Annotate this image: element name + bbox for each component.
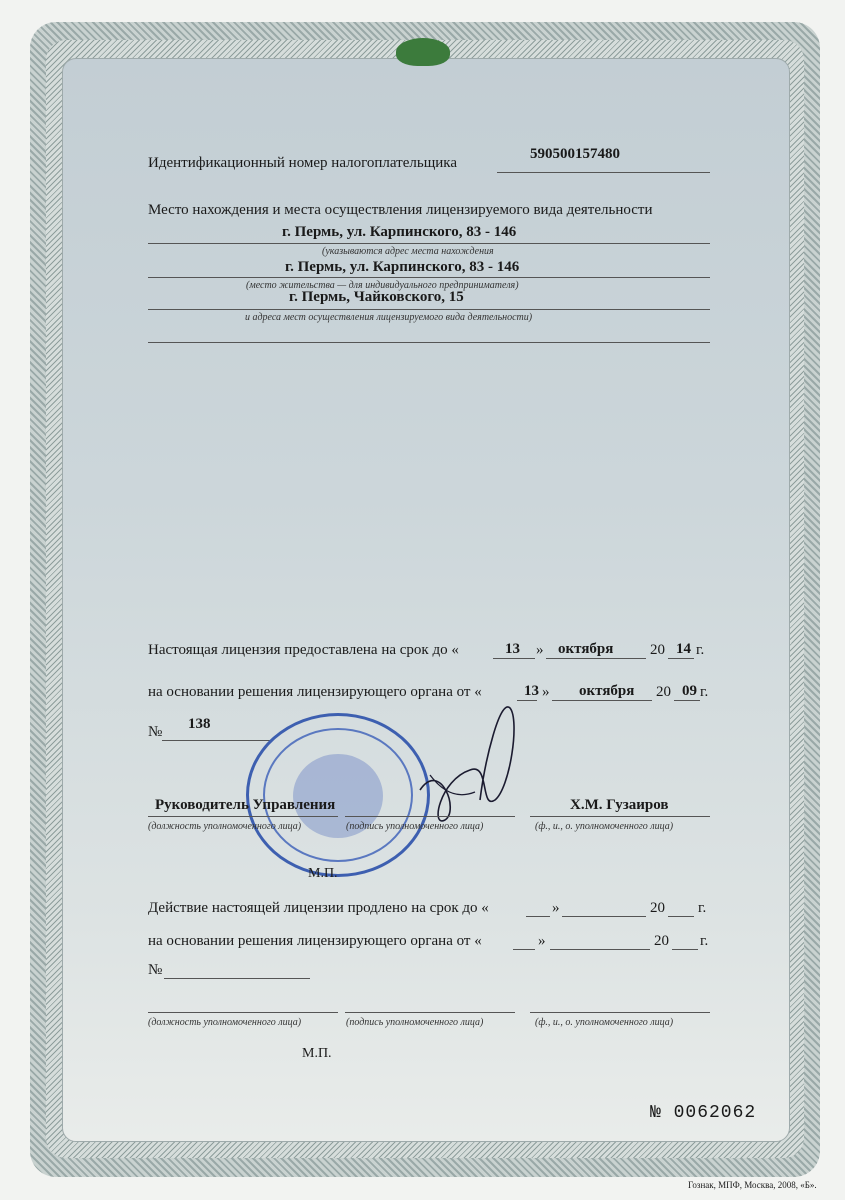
term-year-prefix: 20 [650, 642, 665, 658]
extension2-day-line [513, 949, 535, 950]
printer-imprint: Гознак, МПФ, Москва, 2008, «Б». [688, 1180, 817, 1190]
seal-place-label: М.П. [308, 866, 338, 881]
extension-text2: на основании решения лицензирующего органа от « [148, 933, 482, 949]
extension-day-line [526, 916, 550, 917]
position-note: (должность уполномоченного лица) [148, 821, 302, 832]
extension-year-suffix: г. [698, 900, 707, 916]
address1: г. Пермь, ул. Карпинского, 83 - 146 [282, 224, 517, 240]
extension-close-quote: » [552, 900, 560, 916]
signature-note: (подпись уполномоченного лица) [346, 821, 484, 832]
extension-name-line [530, 1012, 710, 1013]
name-note: (ф., и., о. уполномоченного лица) [535, 821, 674, 832]
extension2-year-suffix: г. [700, 933, 709, 949]
location-label: Место нахождения и места осуществления лицензируемого вида деятельности [148, 202, 653, 218]
serial-number: № 0062062 [650, 1103, 757, 1123]
term-text: Настоящая лицензия предоставлена на срок до « [148, 642, 459, 658]
extension2-year-prefix: 20 [654, 933, 669, 949]
position-line [148, 816, 338, 817]
signature-icon [400, 700, 540, 840]
number-prefix: № [148, 724, 163, 740]
basis-year: 09 [682, 683, 697, 699]
address3-note: и адреса мест осуществления лицензируемого вида деятельности) [245, 312, 533, 323]
extension-signature-note: (подпись уполномоченного лица) [346, 1017, 484, 1028]
extension-position-line [148, 1012, 338, 1013]
signatory-name: Х.М. Гузаиров [570, 797, 669, 813]
extension-number-line [164, 978, 310, 979]
address4-line [148, 342, 710, 343]
inn-value: 590500157480 [530, 146, 620, 162]
term-year-line [668, 658, 694, 659]
basis-year-suffix: г. [700, 684, 709, 700]
document-field [62, 58, 790, 1142]
address3-line [148, 309, 710, 310]
basis-year-prefix: 20 [656, 684, 671, 700]
extension-year-prefix: 20 [650, 900, 665, 916]
address2: г. Пермь, ул. Карпинского, 83 - 146 [285, 259, 520, 275]
extension-text1: Действие настоящей лицензии продлено на срок до « [148, 900, 489, 916]
signatory-position: Руководитель Управления [155, 797, 336, 813]
inn-label: Идентификационный номер налогоплательщика [148, 155, 458, 171]
address1-line [148, 243, 710, 244]
term-day-line [493, 658, 535, 659]
extension2-close-quote: » [538, 933, 546, 949]
extension-signature-line [345, 1012, 515, 1013]
name-line [530, 816, 710, 817]
extension-position-note: (должность уполномоченного лица) [148, 1017, 302, 1028]
extension-name-note: (ф., и., о. уполномоченного лица) [535, 1017, 674, 1028]
basis-close-quote: » [542, 684, 550, 700]
basis-year-line [674, 700, 700, 701]
address3: г. Пермь, Чайковского, 15 [289, 289, 464, 305]
basis-month-line [552, 700, 652, 701]
term-close-quote: » [536, 642, 544, 658]
address1-note: (указываются адрес места нахождения [322, 246, 494, 257]
term-year-suffix: г. [696, 642, 705, 658]
term-year: 14 [676, 641, 691, 657]
address2-line [148, 277, 710, 278]
extension-year-line [668, 916, 694, 917]
basis-day: 13 [524, 683, 539, 699]
number-line [162, 740, 272, 741]
basis-month: октября [579, 683, 635, 699]
basis-text: на основании решения лицензирующего органа от « [148, 684, 482, 700]
extension-number-prefix: № [148, 962, 163, 978]
extension2-month-line [550, 949, 650, 950]
term-month: октября [558, 641, 614, 657]
address2-note: (место жительства — для индивидуального предпринимателя) [246, 280, 519, 291]
inn-line [497, 172, 710, 173]
signature-line [345, 816, 515, 817]
emblem-icon [396, 38, 450, 66]
term-month-line [546, 658, 646, 659]
extension-seal-place-label: М.П. [302, 1046, 332, 1061]
extension-month-line [562, 916, 646, 917]
extension2-year-line [672, 949, 698, 950]
term-day: 13 [505, 641, 520, 657]
number-value: 138 [188, 716, 211, 732]
